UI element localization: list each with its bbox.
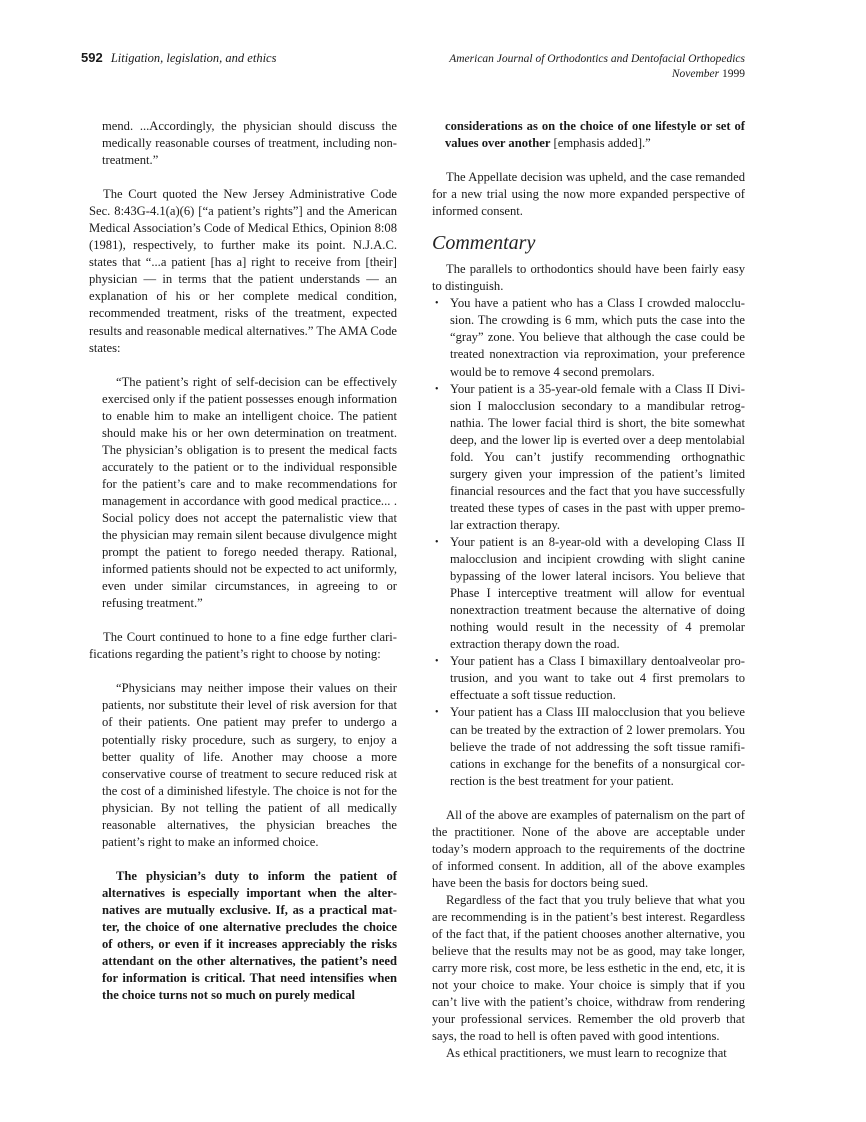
- paragraph-ethical: As ethical practitioners, we must learn to recognize that: [446, 1046, 727, 1061]
- list-item: [432, 534, 745, 653]
- emphasis-text: considerations as on the choice of one lifestyle or set of values over another: [445, 119, 745, 151]
- quote-emphasis-continuation: [445, 118, 745, 152]
- journal-name: American Journal of Orthodontics and Dentofacial Orthopedics: [449, 53, 745, 65]
- list-item: [432, 295, 745, 380]
- running-title: Litigation, legislation, and ethics: [110, 51, 277, 65]
- list-item: [432, 381, 745, 534]
- bullet-icon: •: [435, 298, 439, 310]
- spacer: [89, 663, 397, 680]
- spacer: [432, 790, 745, 807]
- bullet-icon: •: [435, 536, 439, 548]
- list-item: [432, 704, 745, 789]
- bullet-icon: •: [435, 707, 439, 719]
- list-item: [432, 653, 745, 704]
- list-item-text: Your patient is an 8-year-old with a developing Class II malocclusion and incipient crowding with slight canine bypassing of the lower lateral incisors. You believe that Phase I interceptive treatment will allow for eventual nonextraction treatment because the alternative of doing nothing would result in the necessity of 4 premolar extraction therapy down the road.: [450, 534, 745, 652]
- spacer: [89, 357, 397, 374]
- list-item-text: Your patient has a Class I bimaxillary dentoalveolar protrusion, and you want to take out 4 first premolars to effectuate a soft tissue reduction.: [450, 654, 745, 703]
- block-quote-emphasis: The physician’s duty to inform the patient of alternatives is especially important when the alternatives are mutually exclusive. If, as a practical matter, the choice of one alternative precludes the choice of others, or even if it increases appreciably the risks attendant on the other alternatives, the patient’s need for information is critical. That need intensifies when the choice turns not so much on purely medical: [102, 868, 397, 1003]
- spacer: [89, 851, 397, 868]
- spacer: [432, 152, 745, 169]
- bullet-icon: •: [435, 383, 439, 395]
- paragraph-regardless: Regardless of the fact that you truly believe that what you are recommending is in the patient’s best interest. Regardless of the fact that, if the patient chooses another alternative, you believe that the results may not be as good, may take longer, carry more risk, cost more, be less esthetic in the end, etc, it is not your choice to make. Your choice is simply that if you can’t live with the patient’s choice, withdraw from rendering your professional services. Remember the old proverb that says, the road to hell is often paved with good intentions.: [432, 892, 745, 1044]
- block-quote-physicians: “Physicians may neither impose their values on their patients, nor substitute their level of risk aversion for that of their patients. One patient may prefer to undergo a potentially risky procedure, such as surgery, to enjoy a better quality of life. Another may choose a more conservative course of treatment to secure reduced risk at the cost of a diminished lifestyle. The choice is not for the physician. By not telling the patient of all medically reasonable alternatives, the physician breaches the patient’s right to make an informed choice.: [102, 681, 397, 849]
- list-item-text: Your patient is a 35-year-old female with a Class II Division I malocclusion secondary to a mandibular retrognathia. The lower facial third is short, the bite somewhat deep, and the lower lip is everted over a deep mentolabial fold. You can’t justify recommending orthognathic surgery given your impression of the patient’s limited financial resources and the fact that you have successfully treated these types of cases in the past with upper premolar extraction therapy.: [450, 381, 745, 532]
- paragraph-parallels: The parallels to orthodontics should have been fairly easy to distinguish.: [432, 262, 745, 294]
- spacer: [89, 612, 397, 629]
- quote-continuation: mend. ...Accordingly, the physician should discuss the medically reasonable courses of treatment, including non-treatment.”: [102, 119, 397, 168]
- bullet-icon: •: [435, 656, 439, 668]
- paragraph-court-continued: The Court continued to hone to a fine edge further clarifications regarding the patient’s right to choose by noting:: [89, 630, 397, 662]
- paragraph-court-quoted: The Court quoted the New Jersey Administrative Code Sec. 8:43G-4.1(a)(6) [“a patient’s rights”] and the American Medical Association’s Code of Medical Ethics, Opinion 8:08 (1981), respectively, to further make its point. N.J.A.C. states that “...a patient [has a] right to receive from [their] physician — in terms that the patient understands — an explanation of his or her complete medical condition, recommended treatment, risks of the treatment, expected results and reasonable medical alternatives.” The AMA Code states:: [89, 187, 397, 355]
- issue-month: November: [671, 67, 720, 80]
- right-column: [432, 118, 745, 1062]
- issue-year: 1999: [722, 67, 745, 80]
- section-heading-commentary: Commentary: [432, 232, 536, 255]
- list-item-text: Your patient has a Class III malocclusion that you believe can be treated by the extraction of 2 lower premolars. You believe the trade of not addressing the soft tissue ramifications in exchange for the benefits of a nonsurgical correction is the best treatment for your patient.: [450, 705, 745, 788]
- page-header-right: [449, 52, 745, 81]
- list-item-text: You have a patient who has a Class I crowded malocclusion. The crowding is 6 mm, which puts the case into the “gray” zone. You believe that although the case could be treated nonextraction via reproximation, your preference would be to remove 4 second premolars.: [450, 296, 745, 379]
- spacer: [432, 220, 745, 230]
- spacer: [89, 169, 397, 186]
- paragraph-appellate: The Appellate decision was upheld, and the case remanded for a new trial using the now more expanded perspective of informed consent.: [432, 170, 745, 219]
- bullet-list: [432, 295, 745, 789]
- emphasis-note: [emphasis added].”: [550, 136, 651, 151]
- page-number: 592: [81, 50, 103, 65]
- paragraph-paternalism: All of the above are examples of paternalism on the part of the practitioner. None of the above are acceptable under today’s modern approach to the requirements of the doctrine of informed consent. In addition, all of the above examples have been the basis for doctors being sued.: [432, 807, 745, 890]
- block-quote-ama: “The patient’s right of self-decision can be effectively exercised only if the patient possesses enough information to enable him to make an intelligent choice. The patient should make his or her own determination on treatment. The physician’s obligation is to present the medical facts accurately to the patient or to the individual responsible for the patient’s care and to make recommendations for management in accordance with good medical practice... . Social policy does not accept the paternalistic view that the physician may remain silent because divulgence might prompt the patient to forego needed therapy. Rational, informed patients should not be expected to act uniformly, even under similar circumstances, in agreeing to or refusing treatment.”: [102, 374, 397, 611]
- left-column: [89, 118, 397, 1004]
- page-header-left: [81, 50, 276, 66]
- issue-date: [449, 67, 745, 82]
